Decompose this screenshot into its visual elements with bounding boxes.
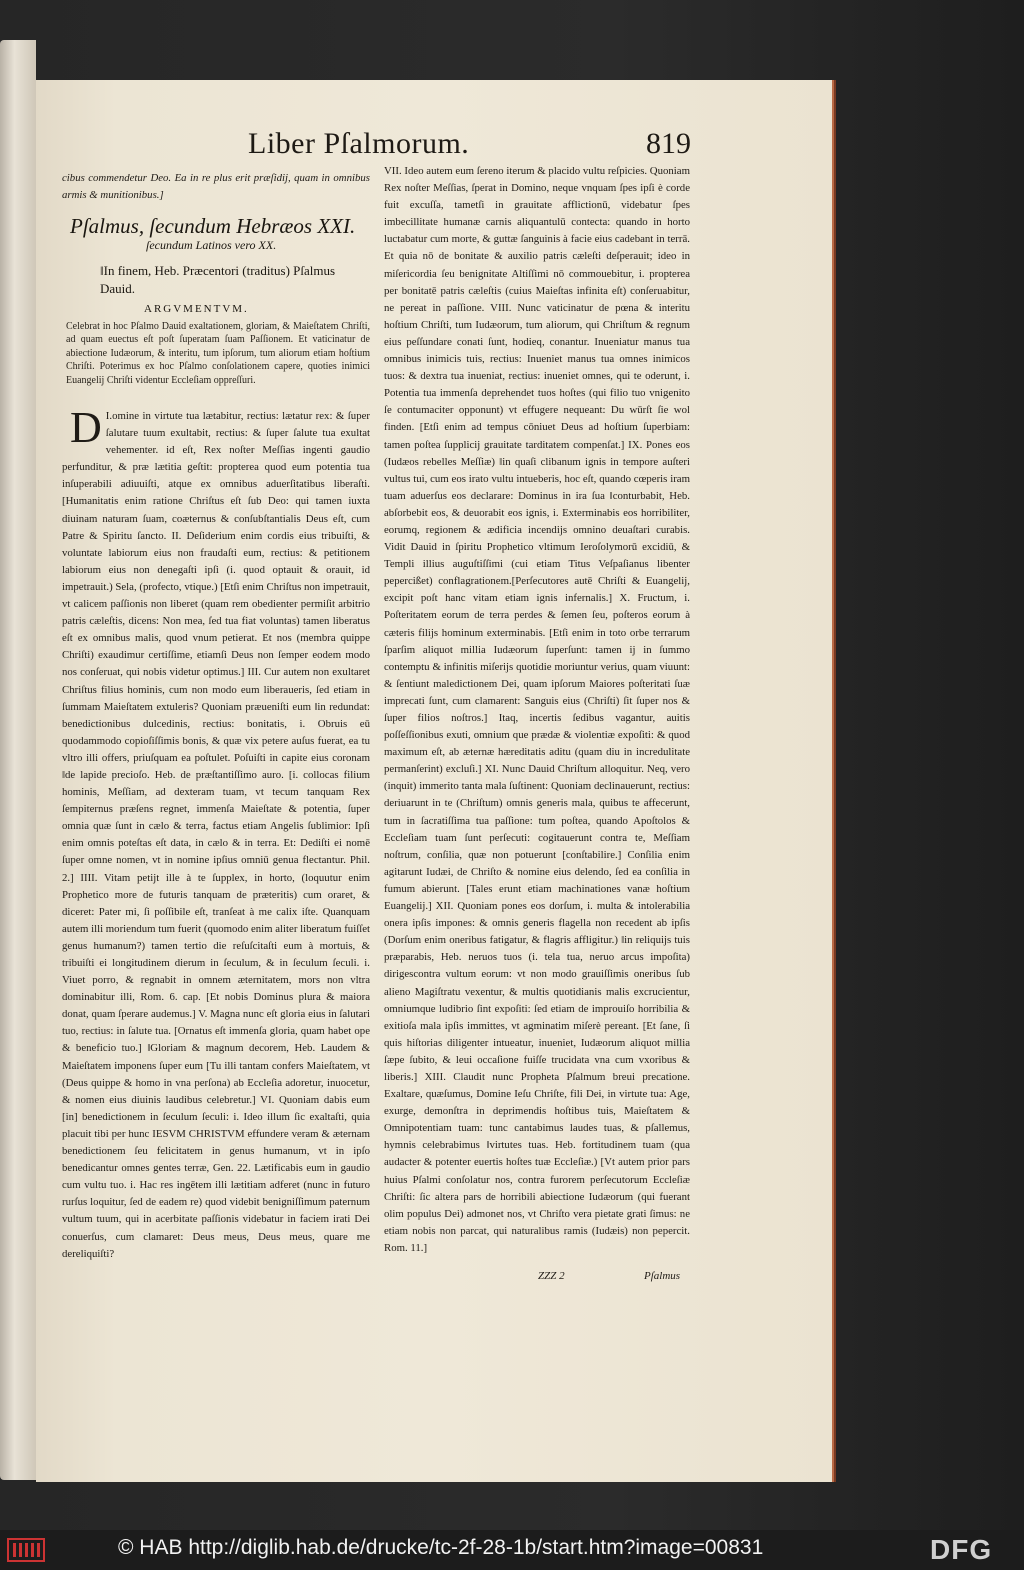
dfg-logo: DFG (930, 1534, 993, 1565)
catchword: Pſalmus (644, 1270, 681, 1282)
left-column-intro (62, 170, 370, 204)
psalm-heading: Pſalmus, ſecundum Hebræos XXI. (70, 214, 356, 238)
verse-number: I. (105, 410, 113, 422)
psalm-body-right: VII. Ideo autem eum ſereno iterum & placido vultu reſpicies. Quoniam Rex noſter Meſſias, ſperat in Domino, neque vnquam ſpes ipſi è corde fuit excuſſa, tametſi in grauitate afflictionū, videbatur ſpes imbecillitate humanæ carnis aliquantulū contecta: quando in horto luctabatur cum morte, & guttæ ſanguinis à facie eius cadebant in terrā. Et quia nō de bonitate & auxilio patris cæleſti deſperauit; ideo in miſericordia ſeu benignitate Altiſſimi nō commouebitur, i. propterea per bonitatē patris cæleſtis (cuius Maieſtas infinita eſt) conſeruabitur, ne pereat in paſſione. VIII. Nunc vaticinatur de pœna & interitu hoſtium Chriſti, tum Iudæorum, tum aliorum, qui Chriſtum & regnum eius peſſundare conati ſunt, hodieq, conantur. Inueniatur manus tua omnibus inimicis tuis, rectius: Inueniet manus tua omnes inimicos tuos: & dextra tua inueniat, rectius: inueniet omnes, qui te oderunt, i. Potentia tua immenſa deprehendet tuos hoſtes (qui filio tuo vnigenito ſe contumaciter opponunt) vt effugere nequeant: Du wūrſt ſie wol finden. [Etſi enim ad tempus cōniuet Deus ad hoſtium ſuperbiam: tamen poſtea ſupplicij grauitate tarditatem compenſat.] IX. Pones eos (Iudæos rebelles Meſſiæ) ‖in quaſi clibanum ignis in tempore auſteri vultus tui, cum eos irato vultu intueberis, hoc eſt, quando cœperis iram tuam aduerſus eos declarare: Dominus in ira ſua ‖conturbabit, Heb. abſorbebit eos, & deuorabit eos ignis, i. Exterminabis eos horribiliter, eorumq, regionem & ædificia incendijs omnino deuaſtari curabis. Vidit Dauid in ſpiritu Prophetico vltimum Ieroſolymorū excidiū, & Templi illius auguſtiſſimi (cui etiam Titus Veſpaſianus libenter pepercißet) conflagrationem.[Perſecutores autē Chriſti & Euangelij, excipit poſt hanc vitam etiam ignis infernalis.] X. Fructum, i. Poſteritatem eorum de terra perdes & ſemen ſeu, poſteros eorum à cæteris filijs hominum exterminabis. [Etſi enim in toto orbe terrarum ſparſim aliquot millia Iudæorum ſuperſunt: tamen ij in ſummo contemptu & infinitis miſerijs quotidie moriuntur verius, quam viuunt: & ſentiunt maledictionem Dei, quam ipſorum Maiores poſteritati ſuæ imprecati ſunt, cum clamarent: Sanguis eius (Chriſti) ſit ſuper nos & ſuper filios noſtros.] Itaq, incertis ſedibus vagantur, auitis poſſeſſionibus exuti, omnium que prædæ & violentiæ expoſiti: & quod maximum eſt, ab æternæ hæreditatis aditu (quam diu in incredulitate permanſerint) excluſi.] XI. Nunc Dauid Chriſtum alloquitur. Neq, vero (inquit) immerito tanta mala ſuſtinent: Quoniam declinauerunt, rectius: deriuarunt in te (Chriſtum) omnis generis mala, quibus te affecerunt, tum in ſacratiſſima tua paſſione: tum poſtea, quando Apoſtolos & Eccleſiam tuam ſunt perſecuti: cogitauerunt contra te, Meſſiam noſtrum, conſilia, quæ non potuerunt [conſtabilire.] Conſilia enim agitarunt Iudæi, de Chriſto & nomine eius delendo, ſed ea conſilia in fumum abierunt. [Tales erunt etiam machinationes vanæ hoſtium Euangelij.] XII. Quoniam pones eos dorſum, i. multa & intolerabilia onera ipſis impones: & omnis generis flagella non recedent ab ipſis (Dorſum enim oneribus fatigatur, & flagris affligitur.) ‖in reliquijs tuis præparabis, Heb. neruos tuos (i. tela tua, neruo arcus impoſita) dirigescontra vultum eorum: vt non modo grauiſſimis oneribus ſub alieno Magiſtratu vexentur, & multis quotidianis malis excrucientur, omniumque ludibrio ſint expoſiti: ſed etiam de improuiſo horribilia & exitioſa mala ipſis immittes, vt agminatim miſerè pereant. [Et ſane, ſi quis hiſtorias diligenter intueatur, inueniet, Iudæorum aliquot millia ſæpe ſubito, & leui occaſione fuiſſe trucidata vna cum vxoribus & liberis.] XIII. Claudit nunc Propheta Pſalmum breui precatione. Exaltare, quæſumus, Domine Ieſu Chriſte, fili Dei, in virtute tua: Age, exurge, demonſtra in deprimendis hoſtibus tuis, Maieſtatem & Omnipotentiam tuam: tunc cantabimus laudes tuas, & pſallemus, hymnis celebrabimus ‖virtutes tuas. Heb. fortitudinem tuam (qua audacter & potenter euertis hoſtes tuæ Eccleſiæ.) [Vt autem prior pars huius Pſalmi conſolatur nos, contra furorem perſecutorum Eccleſiæ Chriſti: ſic altera pars de horribili abiectione Iudæorum (qui fuerant olim populus Dei) admonet nos, vt Chriſto vera pietate grati ſimus: ne etiam nobis non parcat, qui naturalibus ramis (Iudæis) non pepercit. Rom. 11.] (384, 165, 690, 1254)
intro-text: cibus commendetur Deo. Ea in re plus erit præſidij, quam in omnibus armis & munitionibus.] (62, 172, 370, 202)
argumentum-title: ARGVMENTVM. (144, 303, 249, 315)
psalm-subheading: ſecundum Latinos vero XX. (146, 238, 277, 252)
right-column-text (384, 163, 690, 1263)
left-column-text (62, 408, 370, 1268)
library-logo-icon (6, 1535, 46, 1565)
psalm-text-left (62, 408, 370, 1263)
psalm-superscription: ‖In finem, Heb. Præcentori (traditus) Pſalmus Dauid. (100, 263, 336, 296)
running-title: Liber Pſalmorum. (248, 127, 470, 160)
signature-mark: ZZZ 2 (538, 1270, 565, 1282)
copyright-link[interactable]: © HAB http://diglib.hab.de/drucke/tc-2f-28-1b/start.htm?image=00831 (118, 1536, 764, 1559)
argumentum-body: Celebrat in hoc Pſalmo Dauid exaltationem, gloriam, & Maieſtatem Chriſti, ad quam euectus eſt poſt ſuperatam ſuam Paſſionem. Et vaticinatur de abiectione Iudæorum, & interitu, tum ipſorum, tum aliorum etiam hoſtium Chriſti. Poterimus ex hoc Pſalmo conſolationem capere, quoties inimici Euangelij Chriſti videntur Eccleſiam oppreſſuri. (66, 321, 370, 386)
drop-cap: D (70, 408, 102, 452)
previous-pages-edge (0, 40, 36, 1480)
psalm-body-left: omine in virtute tua lætabitur, rectius: lætatur rex: & ſuper ſalutare tuum exultabit, rectius: & ſuper ſalute tua exultat vehementer. id eſt, Rex noſter Meſſias ingenti gaudio perfunditur, & præ lætitia geſtit: propterea quod eum potentia tua inſuperabili adiuuiſti, atque ex omnibus aduerſitatibus liberaſti. [Humanitatis enim ratione Chriſtus eſt ſub Deo: qui tamen iuxta diuinam naturam ſuam, coæternus & conſubſtantialis Deus eſt, cum Patre & Spiritu ſancto. II. Deſiderium enim cordis eius tribuiſti, & voluntate labiorum eius non fraudaſti eum, rectius: & petitionem labiorum eius non denegaſti ipſi (i. quod optauit & orauit, id impetrauit.) Sela, (profecto, vtique.) [Etſi enim Chriſtus non impetrauit, vt calicem paſſionis non liberet (quam rem obedienter permiſit arbitrio patris cæleſtis, dicens: Non mea, ſed tua fiat voluntas) tamen liberatus eſt ex omnibus malis, quod vnum petierat. Et nos (membra quippe Chriſti) exaudimur certiſſime, etiamſi Deus non ſemper eodem modo nos conſeruat, qui nobis videtur optimus.] III. Cur autem non exultaret Chriſtus filius hominis, cum non modo eum liberaueris, ſed etiam in ſummam Maieſtatem extuleris? Quoniam præueniſti eum ‖in redundat: benedictionibus dulcedinis, rectius: bonitatis, i. Obruis eū quodammodo copioſiſſimis bonis, & quæ vix petere auſus fuerat, ea tu vltro illi offers, priuſquam ea poſtulet. Poſuiſti in capite eius coronam ‖de lapide precioſo. Heb. de præſtantiſſimo auro. [i. collocas filium hominis, Meſſiam, ad dexteram tuam, vt tecum tanquam Rex ſempiternus præſens regnet, immenſa Maieſtate & potentia, ſuper omnia quæ ſunt in cælo & terra, factus etiam Angelis ſublimior: Ipſi enim omnis poteſtas eſt data, in cælo & in terra. Et: Dediſti ei nomē ſuper omne nomen, vt in nomine ipſius omniū genua flectantur. Phil. 2.] IIII. Vitam petijt ille à te ſupplex, in horto, (loquutur enim Prophetico more de futuris tanquam de præteritis) cum oraret, & diceret: Pater mi, ſi poſſibile eſt, tranſeat à me calix iſte. Quanquam autem illi moriendum tum fuerit (quomodo enim aliter liberatum fuiſſet genus humanum?) tamen tertio die reſuſcitaſti eum à mortuis, & tribuiſti ei longitudinem dierum in ſeculum, & in ſeculum ſeculi. i. Viuet porro, & regnabit in omnem æternitatem, mors non vltra dominabitur illi, Rom. 6. cap. [Et nobis Dominus plura & maiora donat, quam ſperare audemus.] V. Magna nunc eſt gloria eius in ſalutari tuo, rectius: in ſalute tua. [Ornatus eſt immenſa gloria, quam habet ope & beneficio tuo.] ‖Gloriam & magnum decorem, Heb. Laudem & Maieſtatem imponens ſuper eum [Tu illi tantam confers Maieſtatem, vt (Deus quippe & homo in vna perſona) ab Eccleſia adoretur, inuocetur, & nomen eius diuinis laudibus celebretur.] VI. Quoniam dabis eum [in] benedictionem in ſeculum ſeculi: i. Ideo illum ſic exaltaſti, quia placuit tibi per hunc IESVM CHRISTVM effundere veram & æternam benedictionem ſeu felicitatem in genus humanum, vt in ipſo benedicantur omnes gentes terræ, Gen. 22. Lætificabis eum in gaudio cum vultu tuo. i. Hac res ingētem illi lætitiam adferet (nunc in futuro rurſus loquitur, ſed de eadem re) quod videbit benigniſſimum paternum vultum tuum, qui in acerbitate paſſionis videbatur in faciem irati Dei conuerſus, cum clamaret: Deus meus, Deus meus, quare me dereliquiſti? (62, 410, 370, 1260)
page-number: 819 (646, 127, 691, 160)
